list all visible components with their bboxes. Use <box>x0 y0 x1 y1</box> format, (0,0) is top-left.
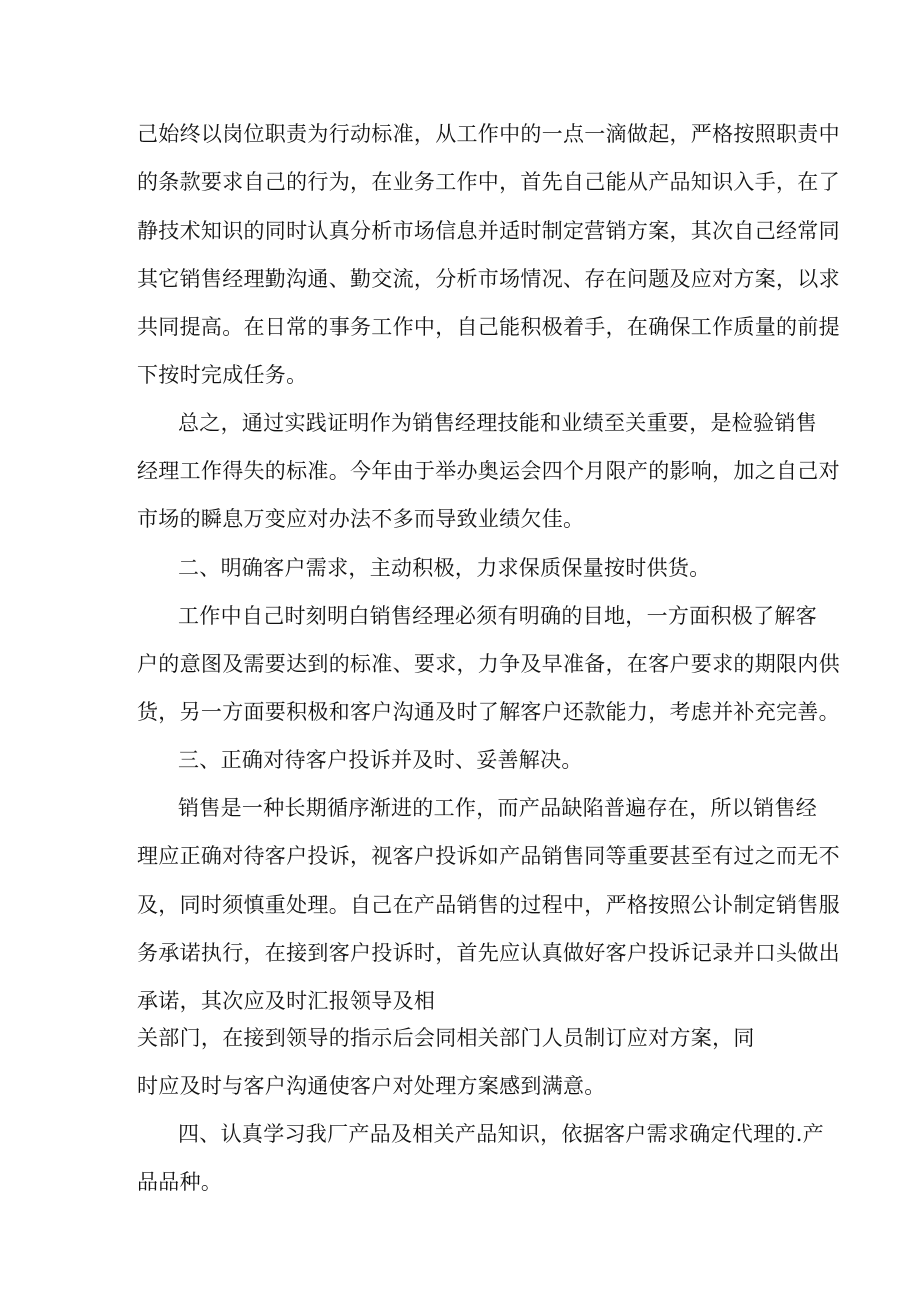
text-line: 其它销售经理勤沟通、勤交流，分析市场情况、存在问题及应对方案，以求 <box>137 267 840 291</box>
text-line: 户的意图及需要达到的标准、要求，力争及早准备，在客户要求的期限内供 <box>137 652 840 676</box>
text-line: 工作中自己时刻明白销售经理必须有明确的目地，一方面积极了解客 <box>178 604 817 628</box>
text-line: 经理工作得失的标准。今年由于举办奥运会四个月限产的影响，加之自己对 <box>137 459 840 483</box>
text-line: 品品种。 <box>137 1170 223 1194</box>
text-line: 市场的瞬息万变应对办法不多而导致业绩欠佳。 <box>137 507 585 531</box>
text-line: 时应及时与客户沟通使客户对处理方案感到满意。 <box>137 1074 606 1098</box>
text-line: 理应正确对待客户投诉，视客户投诉如产品销售同等重要甚至有过之而无不 <box>137 844 840 868</box>
text-line: 承诺，其次应及时汇报领导及相 <box>137 989 436 1013</box>
text-line: 务承诺执行，在接到客户投诉时，首先应认真做好客户投诉记录并口头做出 <box>137 941 840 965</box>
text-line: 及，同时须慎重处理。自己在产品销售的过程中，严格按照公讣制定销售服 <box>137 893 840 917</box>
text-line: 下按时完成任务。 <box>137 363 308 387</box>
text-line: 静技术知识的同时认真分析市场信息并适时制定营销方案，其次自己经常同 <box>137 219 840 243</box>
text-line: 的条款要求自己的行为，在业务工作中，首先自己能从产品知识入手，在了 <box>137 170 840 194</box>
text-line: 关部门，在接到领导的指示后会同相关部门人员制订应对方案，同 <box>137 1026 755 1050</box>
text-line: 货，另一方面要积极和客户沟通及时了解客户还款能力，考虑并补充完善。 <box>137 700 840 724</box>
text-line: 共同提高。在日常的事务工作中，自己能积极着手，在确保工作质量的前提 <box>137 315 840 339</box>
section-heading: 三、正确对待客户投诉并及时、妥善解决。 <box>178 748 583 772</box>
text-line: 销售是一种长期循序渐进的工作，而产品缺陷普遍存在，所以销售经 <box>178 796 817 820</box>
section-heading: 四、认真学习我厂产品及相关产品知识，依据客户需求确定代理的.产 <box>178 1122 824 1146</box>
section-heading: 二、明确客户需求，主动积极，力求保质保量按时供货。 <box>178 556 711 580</box>
text-line: 己始终以岗位职责为行动标准，从工作中的一点一滴做起，严格按照职责中 <box>137 122 840 146</box>
text-line: 总之，通过实践证明作为销售经理技能和业绩至关重要，是检验销售 <box>178 411 817 435</box>
